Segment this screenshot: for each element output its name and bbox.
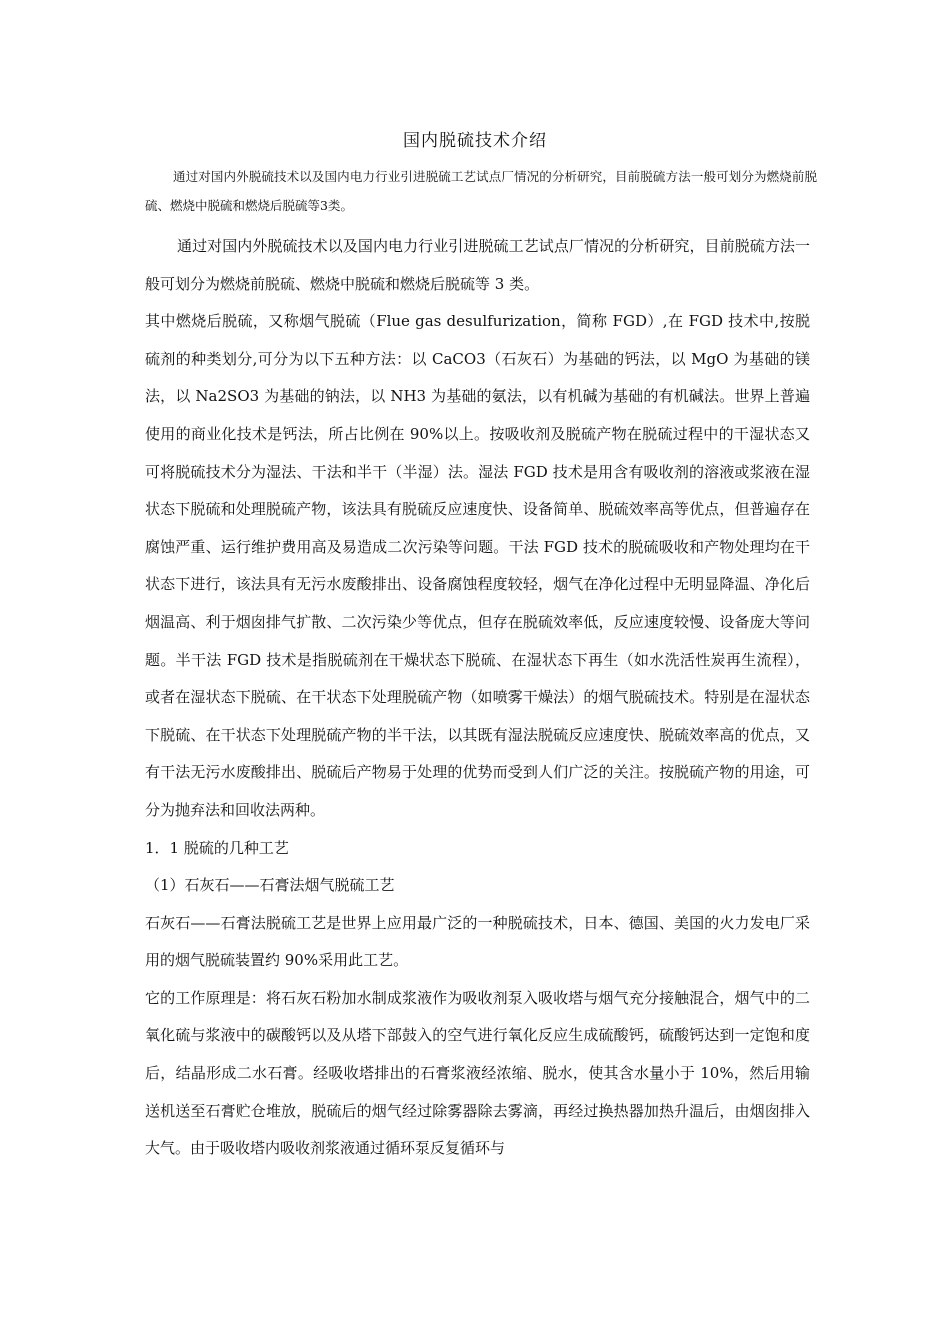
document-title: 国内脱硫技术介绍 (403, 131, 547, 151)
body-paragraph-principle: 它的工作原理是：将石灰石粉加水制成浆液作为吸收剂泵入吸收塔与烟气充分接触混合，烟气中的二氧化硫与浆液中的碳酸钙以及从塔下部鼓入的空气进行氧化反应生成硫酸钙，硫酸钙达到一定饱和度后，结晶形成二水石膏。经吸收塔排出的石膏浆液经浓缩、脱水，使其含水量小于 10%，然后用输送机送至石膏贮仓堆放，脱硫后的烟气经过除雾器除去雾滴，再经过换热器加热升温后，由烟囱排入大气。由于吸收塔内吸收剂浆液通过循环泵反复循环与 (145, 988, 810, 1158)
document-body (145, 228, 810, 1168)
document-abstract: 通过对国内外脱硫技术以及国内电力行业引进脱硫工艺试点厂情况的分析研究，目前脱硫方法一般可划分为燃烧前脱硫、燃烧中脱硫和燃烧后脱硫等3类。 (145, 169, 817, 213)
subsection-heading: （1）石灰石——石膏法烟气脱硫工艺 (145, 876, 395, 895)
body-paragraph-intro: 通过对国内外脱硫技术以及国内电力行业引进脱硫工艺试点厂情况的分析研究，目前脱硫方法一般可划分为燃烧前脱硫、燃烧中脱硫和燃烧后脱硫等 3 类。 (145, 237, 810, 293)
section-heading: 1．1 脱硫的几种工艺 (145, 838, 289, 857)
body-paragraph-fgd: 其中燃烧后脱硫，又称烟气脱硫（Flue gas desulfurization，简称 FGD）,在 FGD 技术中,按脱硫剂的种类划分,可分为以下五种方法：以 CaCO3（石灰石）为基础的钙法，以 MgO 为基础的镁法，以 Na2SO3 为基础的钠法，以 NH3 为基础的氨法，以有机碱为基础的有机碱法。世界上普遍使用的商业化技术是钙法，所占比例在 90%以上。按吸收剂及脱硫产物在脱硫过程中的干湿状态又可将脱硫技术分为湿法、干法和半干（半湿）法。湿法 FGD 技术是用含有吸收剂的溶液或浆液在湿状态下脱硫和处理脱硫产物，该法具有脱硫反应速度快、设备简单、脱硫效率高等优点，但普遍存在腐蚀严重、运行维护费用高及易造成二次污染等问题。干法 FGD 技术的脱硫吸收和产物处理均在干状态下进行，该法具有无污水废酸排出、设备腐蚀程度较轻，烟气在净化过程中无明显降温、净化后烟温高、利于烟囱排气扩散、二次污染少等优点，但存在脱硫效率低，反应速度较慢、设备庞大等问题。半干法 FGD 技术是指脱硫剂在干燥状态下脱硫、在湿状态下再生（如水洗活性炭再生流程），或者在湿状态下脱硫、在干状态下处理脱硫产物（如喷雾干燥法）的烟气脱硫技术。特别是在湿状态下脱硫、在干状态下处理脱硫产物的半干法，以其既有湿法脱硫反应速度快、脱硫效率高的优点，又有干法无污水废酸排出、脱硫后产物易于处理的优势而受到人们广泛的关注。按脱硫产物的用途，可分为抛弃法和回收法两种。 (145, 312, 810, 819)
body-paragraph-limestone: 石灰石——石膏法脱硫工艺是世界上应用最广泛的一种脱硫技术，日本、德国、美国的火力发电厂采用的烟气脱硫装置约 90%采用此工艺。 (145, 913, 810, 970)
